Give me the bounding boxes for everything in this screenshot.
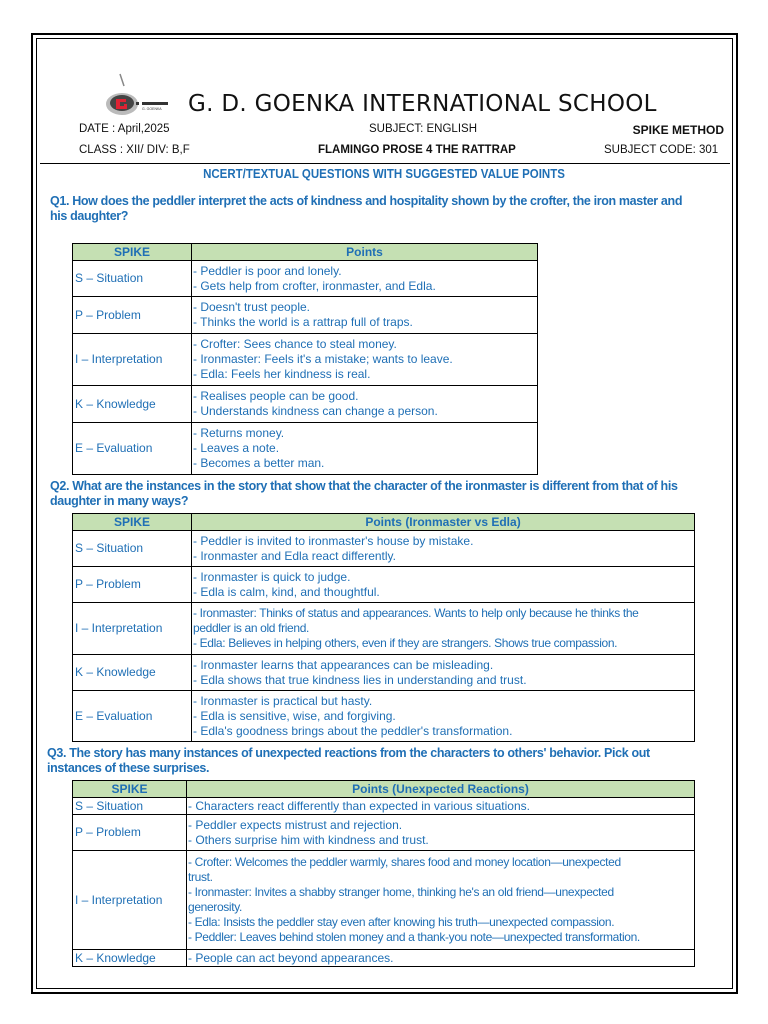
row-label: P – Problem xyxy=(73,297,192,334)
table-row xyxy=(73,567,695,603)
question-1: Q1. How does the peddler interpret the acts of kindness and hospitality shown by the crofter, the iron master and his daughter? xyxy=(50,194,683,223)
row-points: - Crofter: Welcomes the peddler warmly, shares food and money location—unexpected trust. - Ironmaster: Invites a shabby stranger home, thinking he's an old friend—unexpected generosity. - Edla: Insists the peddler stay even after knowing his truth—unexpected compassion. - Peddler: Leaves behind stolen money and a thank-you note—unexpected transformation. xyxy=(187,851,695,950)
method-label: SPIKE METHOD xyxy=(632,123,724,137)
chapter-label: FLAMINGO PROSE 4 THE RATTRAP xyxy=(318,144,516,156)
q1-col-points: Points xyxy=(192,244,538,261)
row-points: - Crofter: Sees chance to steal money. - Ironmaster: Feels it's a mistake; wants to leave. - Edla: Feels her kindness is real. xyxy=(192,334,538,386)
row-label: I – Interpretation xyxy=(73,334,192,386)
row-points: - Peddler is invited to ironmaster's house by mistake. - Ironmaster and Edla react differently. xyxy=(192,531,695,567)
table-row xyxy=(73,603,695,655)
date-label: DATE : April,2025 xyxy=(79,123,170,135)
row-points: - Ironmaster learns that appearances can be misleading. - Edla shows that true kindness lies in understanding and trust. xyxy=(192,655,695,691)
row-label: S – Situation xyxy=(73,798,187,815)
row-label: E – Evaluation xyxy=(73,691,192,742)
row-label: E – Evaluation xyxy=(73,423,192,475)
row-label: P – Problem xyxy=(73,815,187,851)
q3-col-spike: SPIKE xyxy=(73,781,187,798)
subject-label: SUBJECT: ENGLISH xyxy=(369,123,477,135)
q2-col-spike: SPIKE xyxy=(73,514,192,531)
row-points: - Peddler expects mistrust and rejection. - Others surprise him with kindness and trust. xyxy=(187,815,695,851)
row-label: K – Knowledge xyxy=(73,655,192,691)
svg-text:G. GOENKA: G. GOENKA xyxy=(142,107,162,111)
q1-col-spike: SPIKE xyxy=(73,244,192,261)
subject-code-label: SUBJECT CODE: 301 xyxy=(604,144,719,156)
row-points: - Doesn't trust people. - Thinks the world is a rattrap full of traps. xyxy=(192,297,538,334)
table-row xyxy=(73,950,695,967)
header-rule xyxy=(40,163,730,164)
row-label: K – Knowledge xyxy=(73,950,187,967)
table-row xyxy=(73,531,695,567)
q2-col-points: Points (Ironmaster vs Edla) xyxy=(192,514,695,531)
table-row xyxy=(73,297,538,334)
q2-spike-table xyxy=(72,513,695,742)
question-2: Q2. What are the instances in the story that show that the character of the ironmaster is different from that of his daughter in many ways? xyxy=(50,479,678,508)
row-points: - Realises people can be good. - Understands kindness can change a person. xyxy=(192,386,538,423)
q3-spike-table xyxy=(72,780,695,967)
row-label: S – Situation xyxy=(73,261,192,297)
row-points: - Ironmaster is quick to judge. - Edla is calm, kind, and thoughtful. xyxy=(192,567,695,603)
row-label: S – Situation xyxy=(73,531,192,567)
row-label: P – Problem xyxy=(73,567,192,603)
row-label: I – Interpretation xyxy=(73,603,192,655)
table-row xyxy=(73,386,538,423)
question-3: Q3. The story has many instances of unexpected reactions from the characters to others' behavior. Pick out instances of these surprises. xyxy=(47,746,650,775)
q3-col-points: Points (Unexpected Reactions) xyxy=(187,781,695,798)
table-row xyxy=(73,423,538,475)
row-points: - Peddler is poor and lonely. - Gets help from crofter, ironmaster, and Edla. xyxy=(192,261,538,297)
class-label: CLASS : XII/ DIV: B,F xyxy=(79,144,190,156)
page-heading: NCERT/TEXTUAL QUESTIONS WITH SUGGESTED VALUE POINTS xyxy=(203,167,565,181)
row-points: - People can act beyond appearances. xyxy=(187,950,695,967)
school-logo xyxy=(98,72,180,122)
row-points: - Ironmaster is practical but hasty. - Edla is sensitive, wise, and forgiving. - Edla's goodness brings about the peddler's transformation. xyxy=(192,691,695,742)
table-row xyxy=(73,815,695,851)
table-row xyxy=(73,798,695,815)
table-row xyxy=(73,261,538,297)
row-points: - Ironmaster: Thinks of status and appearances. Wants to help only because he thinks the peddler is an old friend. - Edla: Believes in helping others, even if they are strangers. Shows true compassion. xyxy=(192,603,695,655)
row-points: - Returns money. - Leaves a note. - Becomes a better man. xyxy=(192,423,538,475)
table-row xyxy=(73,655,695,691)
table-row xyxy=(73,334,538,386)
school-name: G. D. GOENKA INTERNATIONAL SCHOOL xyxy=(188,91,657,117)
row-points: - Characters react differently than expected in various situations. xyxy=(187,798,695,815)
row-label: I – Interpretation xyxy=(73,851,187,950)
table-row xyxy=(73,851,695,950)
q1-spike-table xyxy=(72,243,538,475)
table-row xyxy=(73,691,695,742)
row-label: K – Knowledge xyxy=(73,386,192,423)
